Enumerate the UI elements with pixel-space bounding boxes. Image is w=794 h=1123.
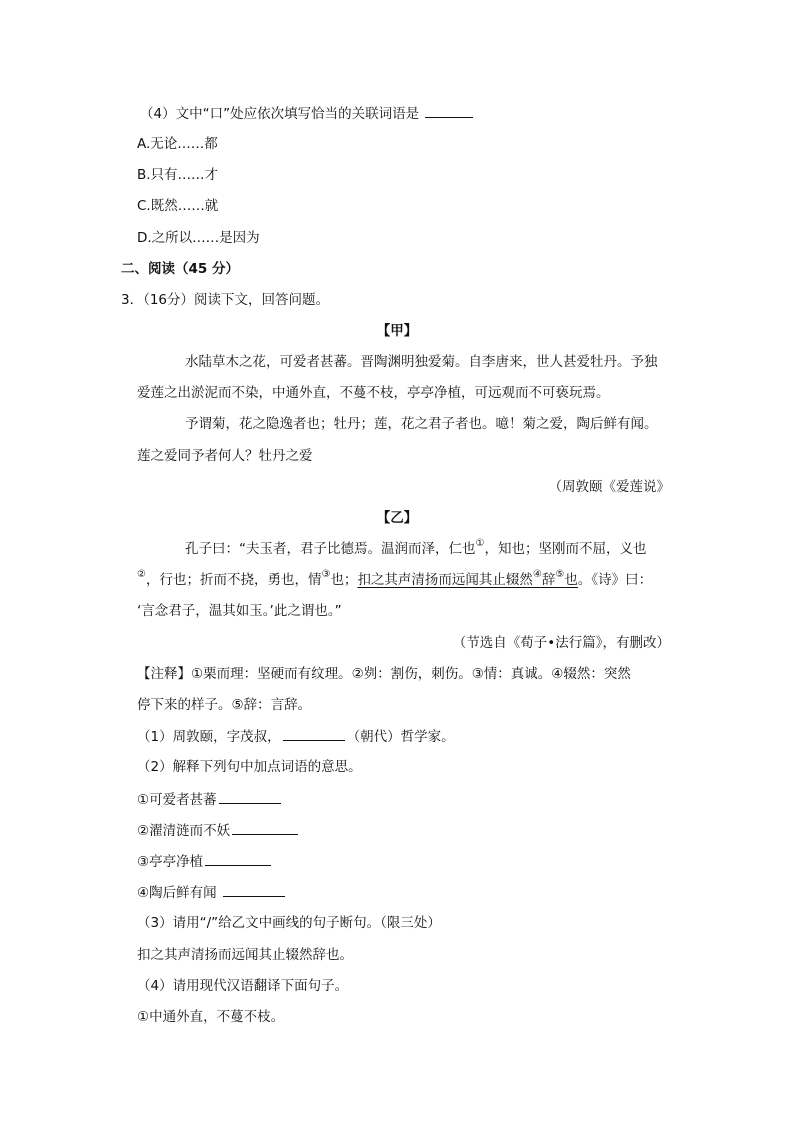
passage-jia-heading: 【甲】 — [376, 323, 418, 339]
notes-line: 停下来的样子。⑤辞：言辞。 — [137, 697, 312, 713]
q3-sub3-stem: （3）请用“/”给乙文中画线的句子断句。（限三处） — [137, 915, 441, 931]
answer-blank[interactable] — [425, 103, 473, 118]
q3-sub4-item: ①中通外直，不蔓不枝。 — [137, 1009, 285, 1025]
q2-4-stem: （4）文中“口”处应依次填写恰当的关联词语是 — [140, 103, 475, 124]
q3-sub4-stem: （4）请用现代汉语翻译下面句子。 — [137, 978, 349, 994]
q3-sub2-item: ④陶后鲜有闻 — [137, 882, 287, 903]
annotation-mark: ⑤ — [555, 568, 565, 580]
answer-blank[interactable] — [223, 882, 285, 897]
option-b: B.只有……才 — [137, 167, 219, 183]
passage-jia-line: 水陆草木之花，可爱者甚蕃。晋陶渊明独爱菊。自李唐来，世人甚爱牡丹。予独 — [185, 354, 658, 370]
underlined-sentence: 扣之其声清扬而远闻其止辍然④辞⑤也 — [357, 568, 578, 588]
q3-sub2-stem: （2）解释下列句中加点词语的意思。 — [137, 759, 362, 775]
q3-sub3-sentence: 扣之其声清扬而远闻其止辍然辞也。 — [137, 947, 353, 963]
annotation-mark: ② — [137, 568, 146, 580]
answer-blank[interactable] — [232, 820, 298, 835]
passage-jia-line: 爱莲之出淤泥而不染，中通外直，不蔓不枝，亭亭净植，可远观而不可亵玩焉。 — [137, 385, 610, 401]
answer-blank[interactable] — [219, 789, 281, 804]
annotation-mark: ③ — [321, 568, 331, 580]
option-a: A.无论……都 — [137, 136, 218, 152]
q3-intro: 3．（16分）阅读下文，回答问题。 — [121, 292, 330, 308]
answer-blank[interactable] — [205, 851, 271, 866]
passage-jia-source: （周敦颐《爱莲说》 — [548, 479, 670, 495]
passage-yi-heading: 【乙】 — [376, 510, 418, 526]
passage-yi-source: （节选自《荀子•法行篇》，有删改） — [452, 635, 670, 651]
q3-sub1: （1）周敦颐，字茂叔， （朝代）哲学家。 — [137, 726, 455, 747]
option-c: C.既然……就 — [137, 198, 219, 214]
section-heading: 二、阅读（45 分） — [121, 261, 239, 277]
passage-jia-line: 莲之爱同予者何人？牡丹之爱 — [137, 448, 313, 464]
annotation-mark: ④ — [532, 568, 542, 580]
answer-blank[interactable] — [283, 726, 345, 741]
passage-yi-line: ②，行也；折而不挠，勇也，情③也；扣之其声清扬而远闻其止辍然④辞⑤也。《诗》曰： — [137, 568, 653, 588]
annotation-mark: ① — [475, 537, 485, 549]
q3-sub2-item: ①可爱者甚蕃 — [137, 789, 283, 810]
notes-line: 【注释】①栗而理：坚硬而有纹理。②刿：割伤，刺伤。③情：真诚。④辍然：突然 — [137, 666, 631, 682]
passage-yi-line: ‘言念君子，温其如玉。’此之谓也。” — [137, 603, 342, 619]
option-d: D.之所以……是因为 — [137, 230, 260, 246]
passage-yi-line: 孔子曰：“夫玉者，君子比德焉。温润而泽，仁也①，知也；坚刚而不屈，义也 — [185, 537, 647, 557]
q3-sub2-item: ③亭亭净植 — [137, 851, 273, 872]
q3-sub2-item: ②濯清涟而不妖 — [137, 820, 300, 841]
passage-jia-line: 予谓菊，花之隐逸者也；牡丹；莲，花之君子者也。噫！菊之爱，陶后鲜有闻。 — [185, 416, 658, 432]
